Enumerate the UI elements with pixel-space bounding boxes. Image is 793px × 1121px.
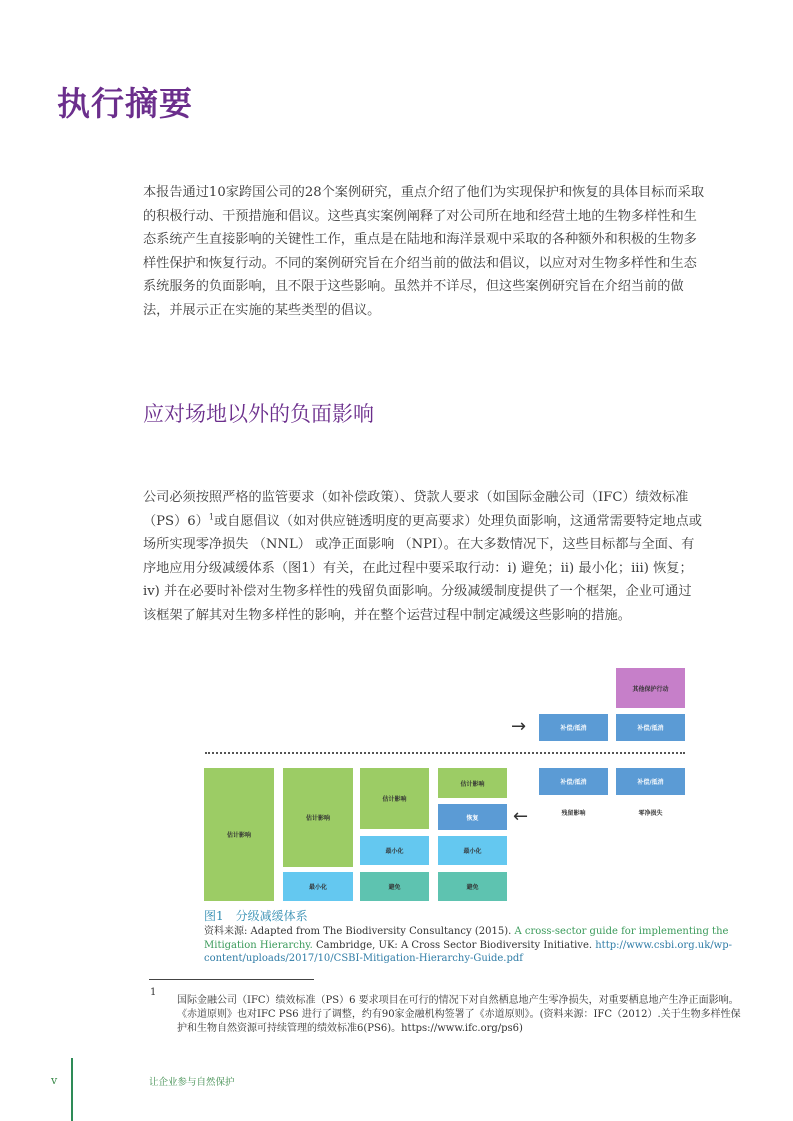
- arrow-right-icon: →: [511, 716, 527, 737]
- footnote-number: 1: [150, 987, 157, 998]
- minimize-block: 最小化: [360, 836, 429, 865]
- estimated-impact-block: 估计影响: [360, 768, 429, 829]
- minimize-block: 最小化: [438, 836, 507, 865]
- body-line: 公司必须按照严格的监管要求（如补偿政策）、贷款人要求（如国际金融公司（IFC）绩效标准: [143, 490, 689, 505]
- offset-block: 补偿/抵消: [616, 714, 685, 741]
- offset-block: 补偿/抵消: [539, 768, 608, 795]
- intro-line: 系统服务的负面影响，且不限于这些影响。虽然并不详尽，但这些案例研究旨在介绍当前的做: [143, 279, 684, 294]
- footnote-text: 国际金融公司（IFC）绩效标准（PS）6 要求项目在可行的情况下对自然栖息地产生零净损失，对重要栖息地产生净正面影响。《赤道原则》也对IFC PS6 进行了调整，约有90家金融机构签署了《赤道原则》。(资料来源：IFC（2012）.关于生物多样性保护和生物自然资源可持续管理的绩效标准6(PS6)。https://www.ifc.org/ps6): [177, 995, 741, 1034]
- estimated-impact-block: 估计影响: [283, 768, 353, 867]
- divider-line: [205, 752, 685, 754]
- no-net-loss-label: 零净损失: [638, 810, 663, 817]
- figure-caption: 图1 分级减缓体系: [204, 909, 308, 923]
- intro-line: 的积极行动、干预措施和倡议。这些真实案例阐释了对公司所在地和经营土地的生物多样性和生: [143, 208, 697, 224]
- estimated-impact-block: 估计影响: [438, 768, 507, 798]
- intro-paragraph: [143, 181, 743, 322]
- avoid-block: 避免: [438, 872, 507, 901]
- restore-block: 恢复: [438, 804, 507, 830]
- page-title: 执行摘要: [57, 84, 193, 123]
- body-text: （PS）6）: [143, 513, 209, 529]
- body-text: 或自愿倡议（如对供应链透明度的更高要求）处理负面影响，这通常需要特定地点或: [213, 513, 702, 529]
- source-guide-title: A cross-sector guide for implementing the Mitigation Hierarchy.: [204, 926, 729, 951]
- body-paragraph: [143, 486, 743, 627]
- source-publisher: Cambridge, UK: A Cross Sector Biodiversity Initiative.: [312, 939, 596, 951]
- section-heading: 应对场地以外的负面影响: [143, 402, 374, 426]
- intro-line: 法，并展示正在实施的某些类型的倡议。: [143, 302, 381, 318]
- footnote-divider: [149, 979, 314, 980]
- additional-action-block: 其他保护行动: [616, 668, 685, 708]
- offset-block: 补偿/抵消: [539, 714, 608, 741]
- minimize-block: 最小化: [283, 872, 353, 901]
- residual-impact-label: 残留影响: [561, 810, 586, 817]
- intro-line: 态系统产生直接影响的关键性工作，重点是在陆地和海洋景观中采取的各种额外和积极的生物多: [143, 232, 697, 247]
- page-number: v: [51, 1074, 58, 1087]
- figure-source: [204, 925, 744, 966]
- footer-divider: [71, 1058, 73, 1121]
- offset-block: 补偿/抵消: [616, 768, 685, 795]
- footer-title: 让企业参与自然保护: [149, 1077, 235, 1088]
- body-line: 该框架了解其对生物多样性的影响，并在整个运营过程中制定减缓这些影响的措施。: [143, 607, 631, 623]
- arrow-left-icon: ←: [513, 806, 529, 827]
- body-line: iv) 并在必要时补偿对生物多样性的残留负面影响。分级减缓制度提供了一个框架，企业可通过: [143, 584, 692, 599]
- intro-line: 本报告通过10家跨国公司的28个案例研究，重点介绍了他们为实现保护和恢复的具体目标而采取: [143, 185, 705, 200]
- source-url-link[interactable]: http://www.csbi.org.uk/wp-content/uploads/2017/10/CSBI-Mitigation-Hierarchy-Guide.pdf: [204, 939, 732, 964]
- avoid-block: 避免: [360, 872, 429, 901]
- body-line: 场所实现零净损失 （NNL） 或净正面影响 （NPI）。在大多数情况下，这些目标都与全面、有: [143, 537, 695, 552]
- intro-line: 样性保护和恢复行动。不同的案例研究旨在介绍当前的做法和倡议，以应对对生物多样性和生态: [143, 255, 697, 271]
- body-line: [143, 510, 743, 534]
- estimated-impact-block: 估计影响: [204, 768, 274, 901]
- body-line: 序地应用分级减缓体系（图1）有关，在此过程中要采取行动：i) 避免；ii) 最小化；iii) 恢复；: [143, 560, 693, 576]
- footnote-ref[interactable]: 1: [208, 512, 214, 522]
- source-prefix: 资料来源: Adapted from The Biodiversity Consultancy (2015).: [204, 926, 515, 937]
